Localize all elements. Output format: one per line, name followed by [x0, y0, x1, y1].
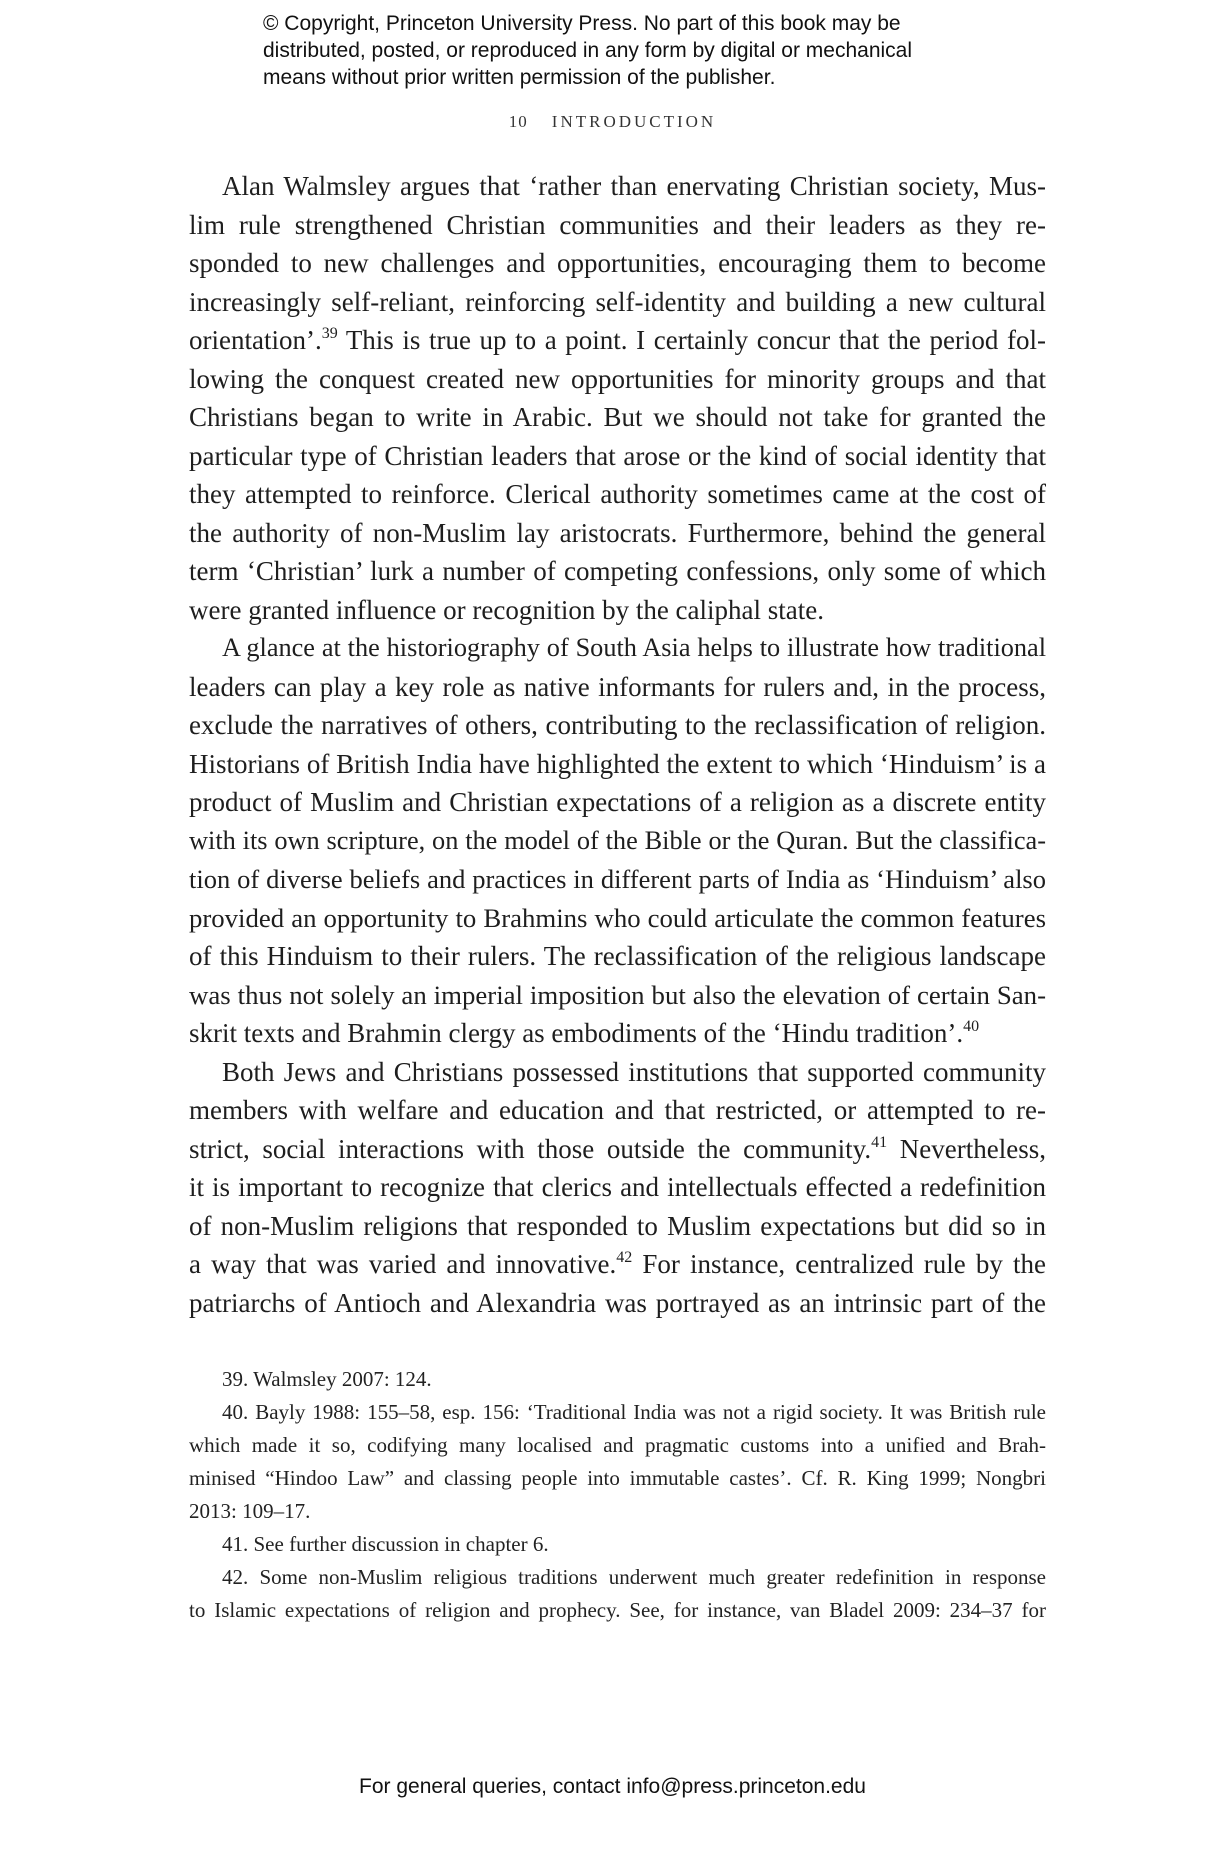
footnote-line: 40. Bayly 1988: 155–58, esp. 156: ‘Traditional India was not a rigid society. It was British rule [222, 1400, 1046, 1424]
text-line: term ‘Christian’ lurk a number of competing confessions, only some of which [189, 556, 1046, 586]
text-line: the authority of non-Muslim lay aristocrats. Furthermore, behind the general [189, 517, 1046, 548]
text-line: of this Hinduism to their rulers. The reclassification of the religious landscape [189, 941, 1046, 971]
copyright-notice [263, 10, 1023, 91]
footnote-ref-40[interactable]: 40 [963, 1018, 980, 1035]
footnote-39 [189, 1363, 1046, 1396]
footnote-40 [189, 1396, 1046, 1528]
paragraph [189, 1053, 1046, 1323]
text-line: members with welfare and education and that restricted, or attempted to re- [189, 1095, 1046, 1125]
text-line [189, 1130, 1046, 1169]
text-line [189, 1014, 1046, 1053]
text-run: This is true up to a point. I certainly concur that the period fol- [337, 325, 1046, 355]
text-line: they attempted to reinforce. Clerical authority sometimes came at the cost of [189, 479, 1046, 509]
footnote-line: 2013: 109–17. [189, 1499, 311, 1523]
text-run: orientation’. [189, 325, 322, 355]
text-line: lowing the conquest created new opportunities for minority groups and that [189, 363, 1046, 394]
text-line: Alan Walmsley argues that ‘rather than enervating Christian society, Mus- [222, 171, 1046, 201]
footnote-line: 39. Walmsley 2007: 124. [222, 1367, 432, 1391]
text-line: of non-Muslim religions that responded to Muslim expectations but did so in [189, 1210, 1046, 1241]
body-text [189, 167, 1046, 1322]
paragraph [189, 629, 1046, 1053]
text-line: were granted influence or recognition by the caliphal state. [189, 594, 824, 625]
text-line: leaders can play a key role as native informants for rulers and, in the process, [189, 671, 1046, 702]
text-run: For instance, centralized rule by the [632, 1249, 1046, 1279]
footnote-42 [189, 1561, 1046, 1627]
text-run: a way that was varied and innovative. [189, 1249, 617, 1279]
text-run: Nevertheless, [887, 1133, 1046, 1164]
text-line: increasingly self-reliant, reinforcing self-identity and building a new cultural [189, 286, 1046, 317]
text-line: it is important to recognize that clerics and intellectuals effected a redefinition [189, 1172, 1046, 1202]
footnote-ref-42[interactable]: 42 [616, 1249, 633, 1266]
text-run: skrit texts and Brahmin clergy as embodiments of the ‘Hindu tradition’. [189, 1018, 964, 1048]
copyright-line: means without prior written permission of the publisher. [263, 66, 776, 89]
running-head [0, 112, 1225, 132]
text-line: provided an opportunity to Brahmins who could articulate the common features [189, 902, 1046, 933]
footnote-line: 42. Some non-Muslim religious traditions underwent much greater redefinition in response [222, 1565, 1046, 1589]
footnote-ref-39[interactable]: 39 [321, 325, 338, 342]
copyright-line: © Copyright, Princeton University Press. No part of this book may be [263, 12, 901, 35]
text-line: sponded to new challenges and opportunities, encouraging them to become [189, 248, 1046, 278]
text-line: particular type of Christian leaders that arose or the kind of social identity that [189, 440, 1046, 471]
paragraph [189, 167, 1046, 629]
footnote-line: which made it so, codifying many localised and pragmatic customs into a unified and Brah- [189, 1433, 1046, 1457]
text-line: A glance at the historiography of South Asia helps to illustrate how traditional [222, 633, 1046, 662]
text-line: product of Muslim and Christian expectations of a religion as a discrete entity [189, 787, 1046, 817]
text-line: exclude the narratives of others, contributing to the reclassification of religion. [189, 710, 1046, 740]
footnote-line: to Islamic expectations of religion and prophecy. See, for instance, van Bladel 2009: 234–37 for [189, 1598, 1046, 1622]
copyright-line: distributed, posted, or reproduced in any form by digital or mechanical [263, 39, 913, 62]
text-line: was thus not solely an imperial imposition but also the elevation of certain San- [189, 979, 1046, 1010]
text-line: Both Jews and Christians possessed institutions that supported community [222, 1056, 1046, 1087]
text-line: patriarchs of Antioch and Alexandria was portrayed as an intrinsic part of the [189, 1287, 1046, 1318]
text-line [189, 1245, 1046, 1284]
footnotes [189, 1363, 1046, 1627]
text-run: strict, social interactions with those outside the community. [189, 1133, 872, 1164]
footnote-ref-41[interactable]: 41 [871, 1133, 888, 1151]
text-line: lim rule strengthened Christian communities and their leaders as they re- [189, 209, 1046, 240]
text-line: tion of diverse beliefs and practices in different parts of India as ‘Hinduism’ also [189, 864, 1046, 894]
footer-contact: For general queries, contact info@press.princeton.edu [359, 1775, 866, 1798]
footnote-41 [189, 1528, 1046, 1561]
section-title: INTRODUCTION [551, 112, 717, 131]
page-number: 10 [508, 112, 528, 131]
footnote-line: minised “Hindoo Law” and classing people into immutable castes’. Cf. R. King 1999; Nongbri [189, 1466, 1046, 1490]
text-line: Christians began to write in Arabic. But we should not take for granted the [189, 402, 1046, 432]
text-line: with its own scripture, on the model of the Bible or the Quran. But the classifica- [189, 825, 1046, 855]
text-line [189, 321, 1046, 360]
text-line: Historians of British India have highlighted the extent to which ‘Hinduism’ is a [189, 748, 1046, 779]
footnote-line: 41. See further discussion in chapter 6. [222, 1532, 549, 1556]
